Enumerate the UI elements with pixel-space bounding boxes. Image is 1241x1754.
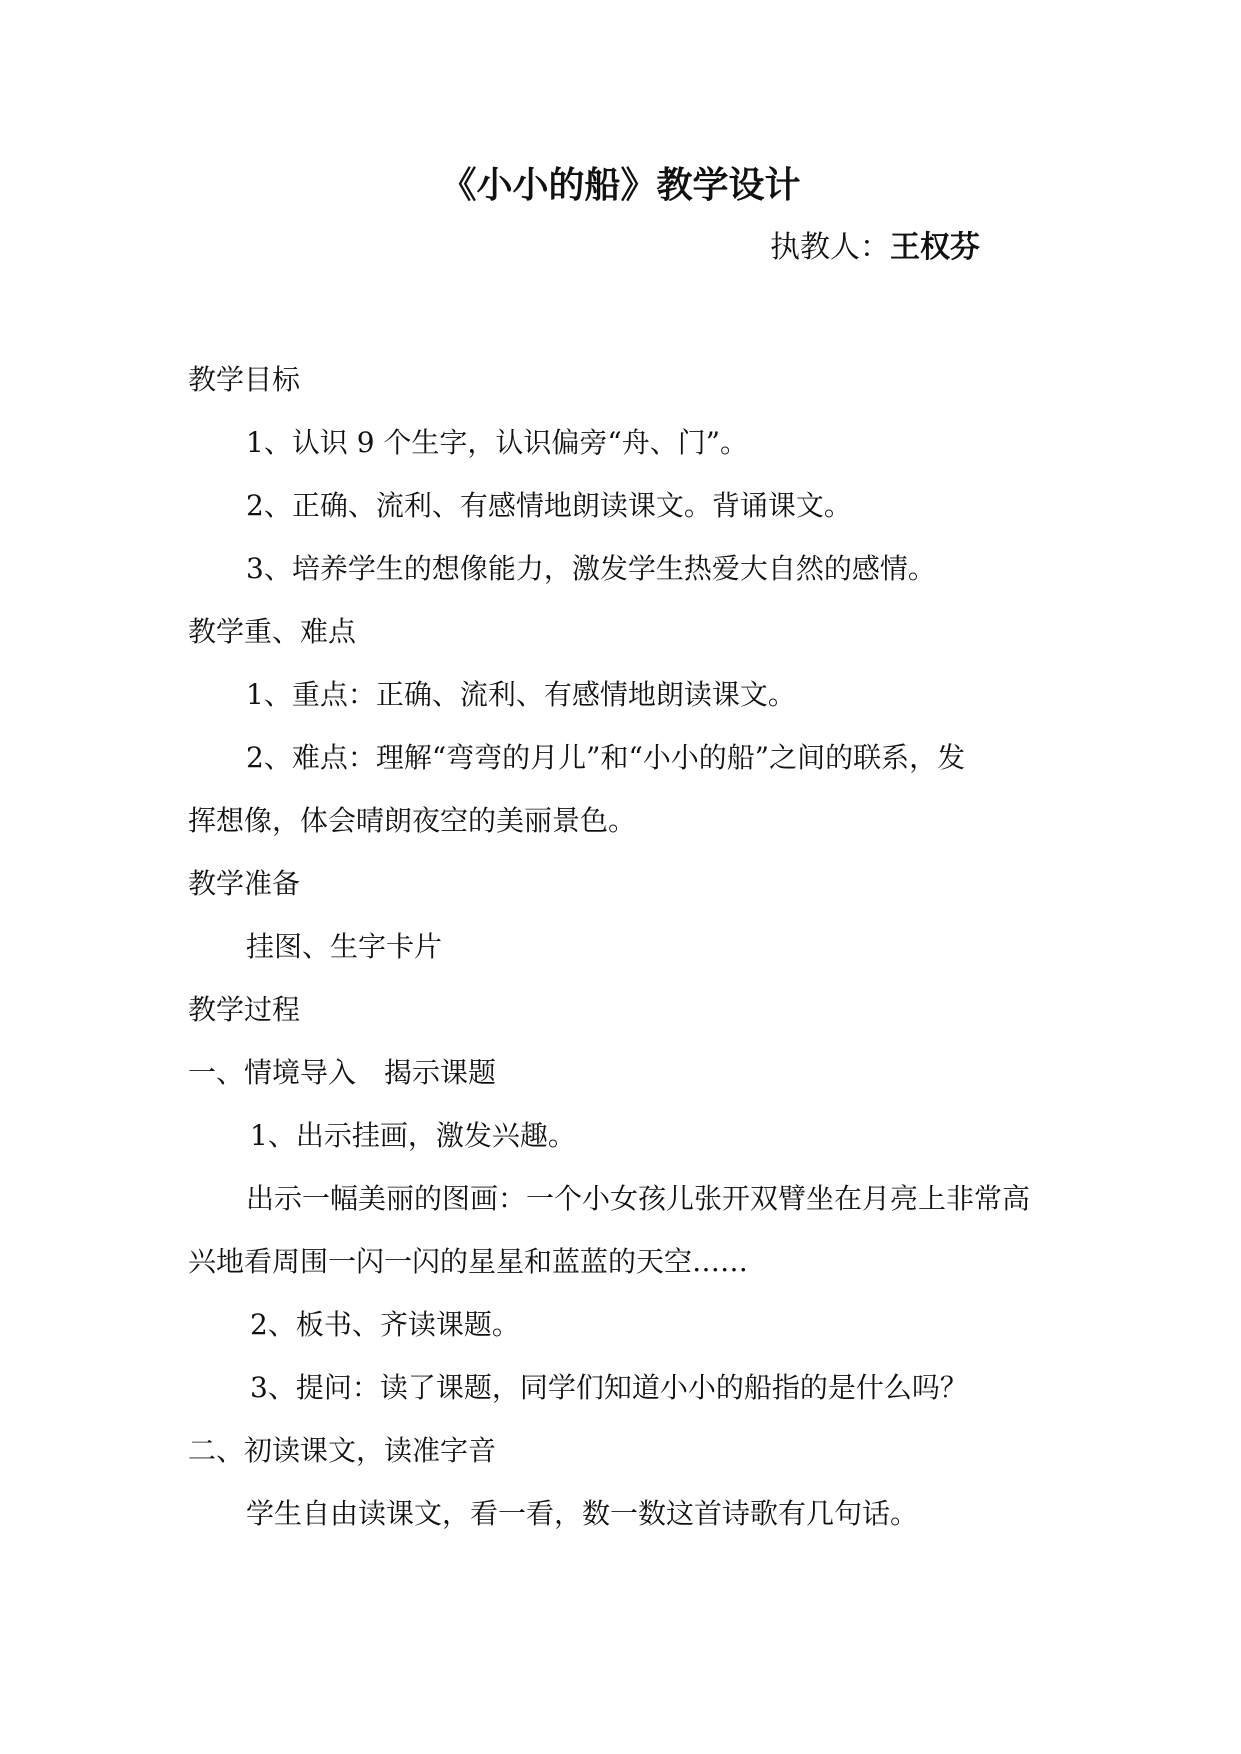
author-name: 王权芬	[890, 230, 980, 265]
process-heading: 教学过程	[188, 993, 301, 1026]
objectives-heading: 教学目标	[188, 363, 301, 396]
key-point-item-1: 1、重点：正确、流利、有感情地朗读课文。	[246, 678, 796, 711]
objective-item-2: 2、正确、流利、有感情地朗读课文。背诵课文。	[246, 489, 852, 522]
process-part-1-paragraph-line-2: 兴地看周围一闪一闪的星星和蓝蓝的天空……	[188, 1245, 749, 1278]
process-part-2-text: 学生自由读课文，看一看，数一数这首诗歌有几句话。	[246, 1497, 919, 1530]
process-part-1-step-2: 2、板书、齐读课题。	[250, 1308, 520, 1341]
process-part-1-heading: 一、情境导入 揭示课题	[188, 1056, 497, 1089]
objective-item-3: 3、培养学生的想像能力，激发学生热爱大自然的感情。	[246, 552, 936, 585]
process-part-2-heading: 二、初读课文，读准字音	[188, 1434, 497, 1467]
author-label: 执教人：	[770, 230, 890, 265]
author-line	[770, 228, 980, 268]
process-part-1-paragraph-line-1: 出示一幅美丽的图画：一个小女孩儿张开双臂坐在月亮上非常高	[246, 1182, 1031, 1215]
preparation-text: 挂图、生字卡片	[246, 930, 443, 963]
key-points-heading: 教学重、难点	[188, 615, 357, 648]
objective-item-1: 1、认识 9 个生字，认识偏旁“舟、门”。	[246, 426, 749, 459]
key-point-item-2-line-1: 2、难点：理解“弯弯的月儿”和“小小的船”之间的联系，发	[246, 741, 966, 774]
preparation-heading: 教学准备	[188, 867, 301, 900]
process-part-1-step-1: 1、出示挂画，激发兴趣。	[250, 1119, 576, 1152]
process-part-1-step-3: 3、提问：读了课题，同学们知道小小的船指的是什么吗？	[250, 1371, 968, 1404]
document-title: 《小小的船》教学设计	[440, 164, 801, 206]
key-point-item-2-line-2: 挥想像，体会晴朗夜空的美丽景色。	[188, 804, 637, 837]
